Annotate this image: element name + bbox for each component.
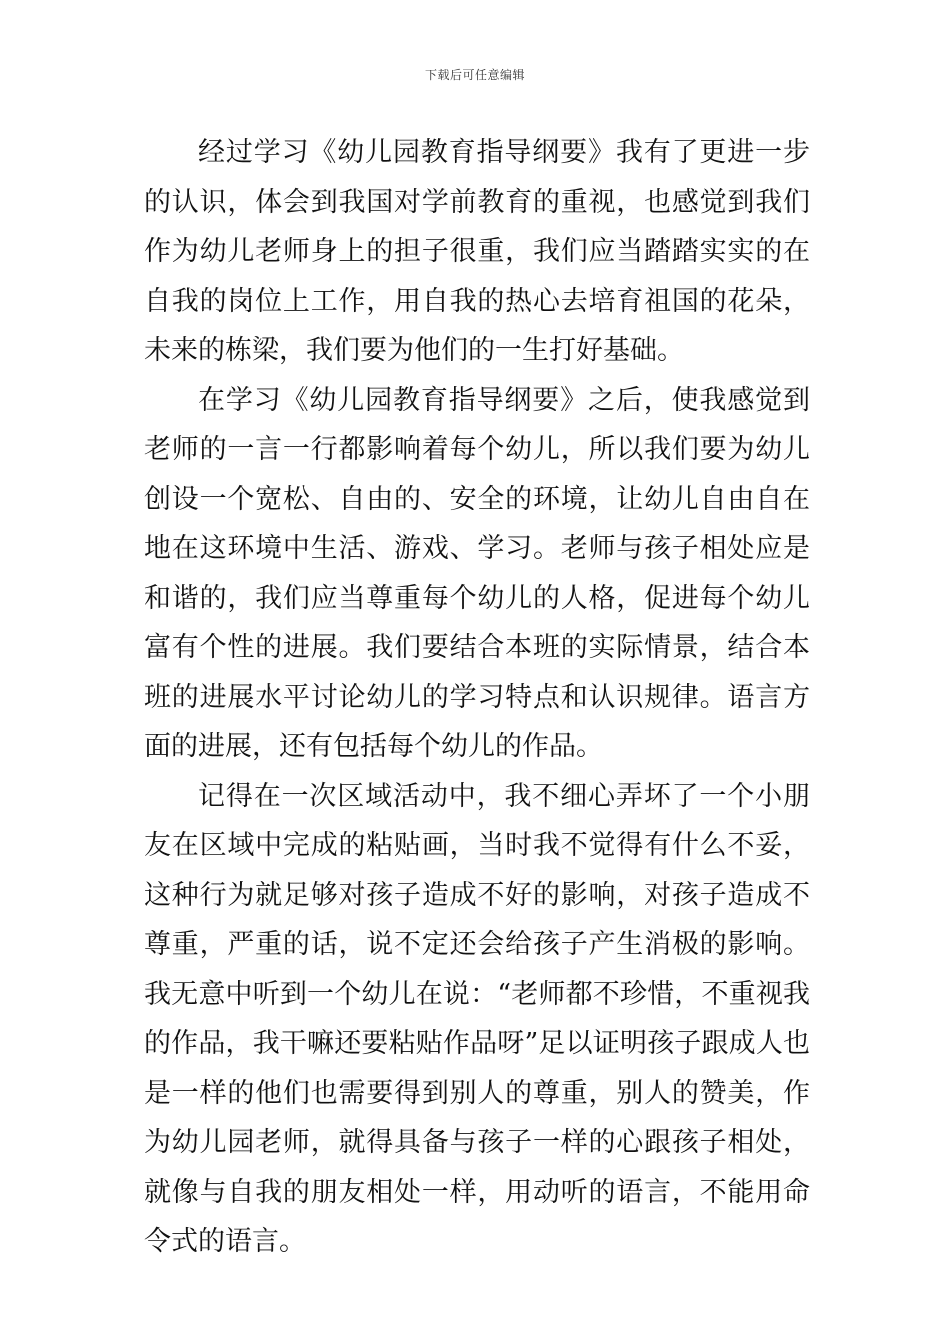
- article-body: [144, 128, 810, 1267]
- paragraph: 在学习《幼儿园教育指导纲要》之后，使我感觉到老师的一言一行都影响着每个幼儿，所以我们要为幼儿创设一个宽松、自由的、安全的环境，让幼儿自由自在地在这环境中生活、游戏、学习。老师与孩子相处应是和谐的，我们应当尊重每个幼儿的人格，促进每个幼儿富有个性的进展。我们要结合本班的实际情景，结合本班的进展水平讨论幼儿的学习特点和认识规律。语言方面的进展，还有包括每个幼儿的作品。: [144, 384, 810, 762]
- paragraph: 经过学习《幼儿园教育指导纲要》我有了更进一步的认识，体会到我国对学前教育的重视，也感觉到我们作为幼儿老师身上的担子很重，我们应当踏踏实实的在自我的岗位上工作，用自我的热心去培育祖国的花朵，未来的栋梁，我们要为他们的一生打好基础。: [144, 137, 810, 366]
- paragraph: 记得在一次区域活动中，我不细心弄坏了一个小朋友在区域中完成的粘贴画，当时我不觉得有什么不妥，这种行为就足够对孩子造成不好的影响，对孩子造成不尊重，严重的话，说不定还会给孩子产生消极的影响。我无意中听到一个幼儿在说：“老师都不珍惜，不重视我的作品，我干嘛还要粘贴作品呀”足以证明孩子跟成人也是一样的他们也需要得到别人的尊重，别人的赞美，作为幼儿园老师，就得具备与孩子一样的心跟孩子相处，就像与自我的朋友相处一样，用动听的语言，不能用命令式的语言。: [144, 780, 810, 1257]
- header-note: 下载后可任意编辑: [424, 68, 525, 82]
